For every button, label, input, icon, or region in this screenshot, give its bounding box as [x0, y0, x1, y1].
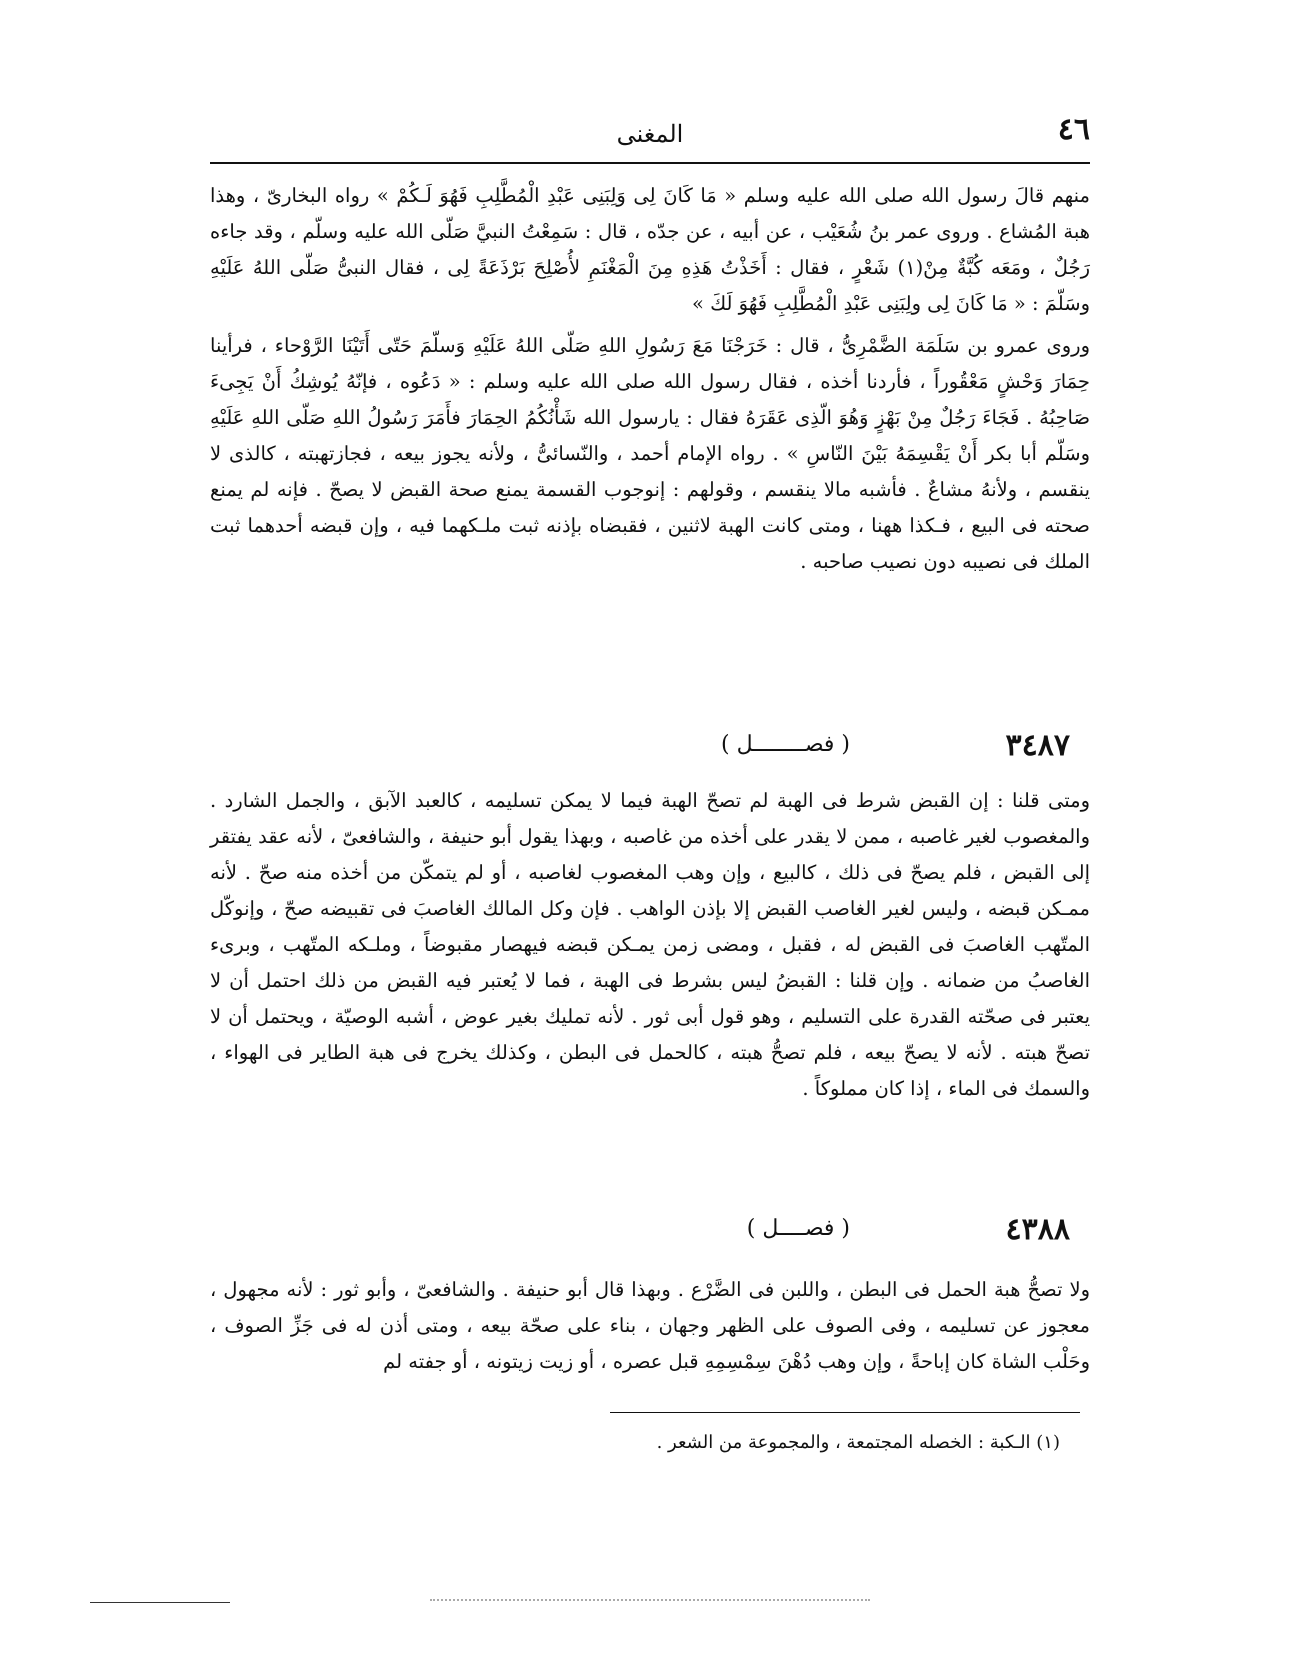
section-heading-3487	[210, 728, 1090, 772]
bottom-margin-dots	[430, 1599, 870, 1601]
paragraph: ولا تصحُّ هبة الحمل فى البطن ، واللبن فى الضَّرْع . وبهذا قال أبو حنيفة . والشافعىّ ، وأبو ثور : لأنه مجهول ، معجوز عن تسليمه ، وفى الصوف على الظهر وجهان ، بناء على صحّة بيعه ، ومتى أذن له فى جَزِّ الصوف ، وحَلْب الشاة كان إباحةً ، وإن وهب دُهْنَ سِمْسِمِهِ قبل عصره ، أو زيت زيتونه ، أو جفته لم	[210, 1278, 1090, 1373]
section-title: ( فصــــــــل )	[721, 732, 850, 757]
section-number: ٣٤٨٧	[1005, 728, 1070, 763]
footnote-divider	[610, 1412, 1080, 1413]
section-heading-4388	[210, 1212, 1090, 1256]
header-divider	[210, 162, 1090, 164]
running-title: المغنى	[616, 120, 684, 148]
bottom-margin-rule	[90, 1602, 230, 1603]
footnote: (١) الـكبة : الخصله المجتمعة ، والمجموعة من الشعر .	[656, 1432, 1060, 1453]
section-title: ( فصــــل )	[746, 1216, 850, 1241]
paragraph: وروى عمرو بن سَلَمَة الضَّمْرِىُّ ، قال : خَرَجْنَا مَعَ رَسُولِ اللهِ صَلّى اللهُ عَلَيْهِ وَسلّمَ حَتّى أَتَيْنَا الرَّوْحاء ، فرأينا حِمَارَ وَحْشٍ مَعْقُوراً ، فأردنا أخذه ، فقال رسول الله صلى الله عليه وسلم : « دَعُوه ، فإنّهُ يُوشِكُ أَنْ يَجِىءَ صَاحِبُهُ . فَجَاءَ رَجُلٌ مِنْ بَهْزٍ وَهُوَ الّذِى عَقَرَهُ فقال : يارسول الله شَأْنُكُمُ الحِمَارَ فأَمَرَ رَسُولُ اللهِ صَلّى اللهِ عَلَيْهِ وسَلّم أبا بكر أَنْ يَقْسِمَهُ بَيْنَ النّاسِ » . رواه الإمام أحمد ، والنّسائىُّ ، ولأنه يجوز بيعه ، فجازتهبته ، كالذى لا ينقسم ، ولأنهُ مشاعٌ . فأشبه مالا ينقسم ، وقولهم : إنوجوب القسمة يمنع صحة القبض لا يصحّ . فإنه لم يمنع صحته فى البيع ، فـكذا ههنا ، ومتى كانت الهبة لاثنين ، فقبضاه بإذنه ثبت ملـكهما فيه ، وإن قبضه أحدهما ثبت الملك فى نصيبه دون نصيب صاحبه .	[210, 334, 1090, 573]
page-header	[210, 112, 1090, 162]
text-block-1	[210, 178, 1090, 580]
text-block-3	[210, 1272, 1090, 1380]
paragraph: ومتى قلنا : إن القبض شرط فى الهبة لم تصحّ الهبة فيما لا يمكن تسليمه ، كالعبد الآبق ، والجمل الشارد . والمغصوب لغير غاصبه ، ممن لا يقدر على أخذه من غاصبه ، وبهذا يقول أبو حنيفة ، والشافعىّ ، لأنه عقد يفتقر إلى القبض ، فلم يصحّ فى ذلك ، كالبيع ، وإن وهب المغصوب لغاصبه ، أو لم يتمكّن من أخذه منه صحّ . لأنه ممـكن قبضه ، وليس لغير الغاصب القبض إلا بإذن الواهب . فإن وكل المالك الغاصبَ فى تقبيضه صحّ ، وإنوكّل المتّهب الغاصبَ فى القبض له ، فقبل ، ومضى زمن يمـكن قبضه فيهصار مقبوضاً ، وملـكه المتّهب ، وبرىء الغاصبُ من ضمانه . وإن قلنا : القبضُ ليس بشرط فى الهبة ، فما لا يُعتبر فيه القبض من ذلك احتمل أن لا يعتبر فى صحّته القدرة على التسليم ، وهو قول أبى ثور . لأنه تمليك بغير عوض ، أشبه الوصيّة ، ويحتمل أن لا تصحّ هبته . لأنه لا يصحّ بيعه ، فلم تصحُّ هبته ، كالحمل فى البطن ، وكذلك يخرج فى هبة الطاير فى الهواء ، والسمك فى الماء ، إذا كان مملوكاً .	[210, 789, 1090, 1100]
paragraph: منهم قالَ رسول الله صلى الله عليه وسلم « مَا كَانَ لِى وَلِبَنِى عَبْدِ الْمُطَّلِبِ فَهُوَ لَـكُمْ » رواه البخارىّ ، وهذا هبة المُشاع . وروى عمر بنُ شُعَيْب ، عن أبيه ، عن جدّه ، قال : سَمِعْتُ النبيَّ صَلّى الله عليه وسلّم ، وقد جاءه رَجُلٌ ، ومَعَه كُبَّةٌ مِنْ(١) شَعْرٍ ، فقال : أَخَذْتُ هَذِهِ مِنَ الْمَغْنَمِ لأُصْلِحَ بَرْذَعَةً لِى ، فقال النبىُّ صَلّى اللهُ عَلَيْهِ وسَلّمَ : « مَا كَانَ لِى ولِبَنِى عَبْدِ الْمُطَّلِبِ فَهُوَ لَكَ »	[210, 184, 1091, 315]
text-block-2	[210, 783, 1090, 1107]
page-number: ٤٦	[1057, 112, 1090, 147]
section-number: ٤٣٨٨	[1005, 1212, 1070, 1247]
